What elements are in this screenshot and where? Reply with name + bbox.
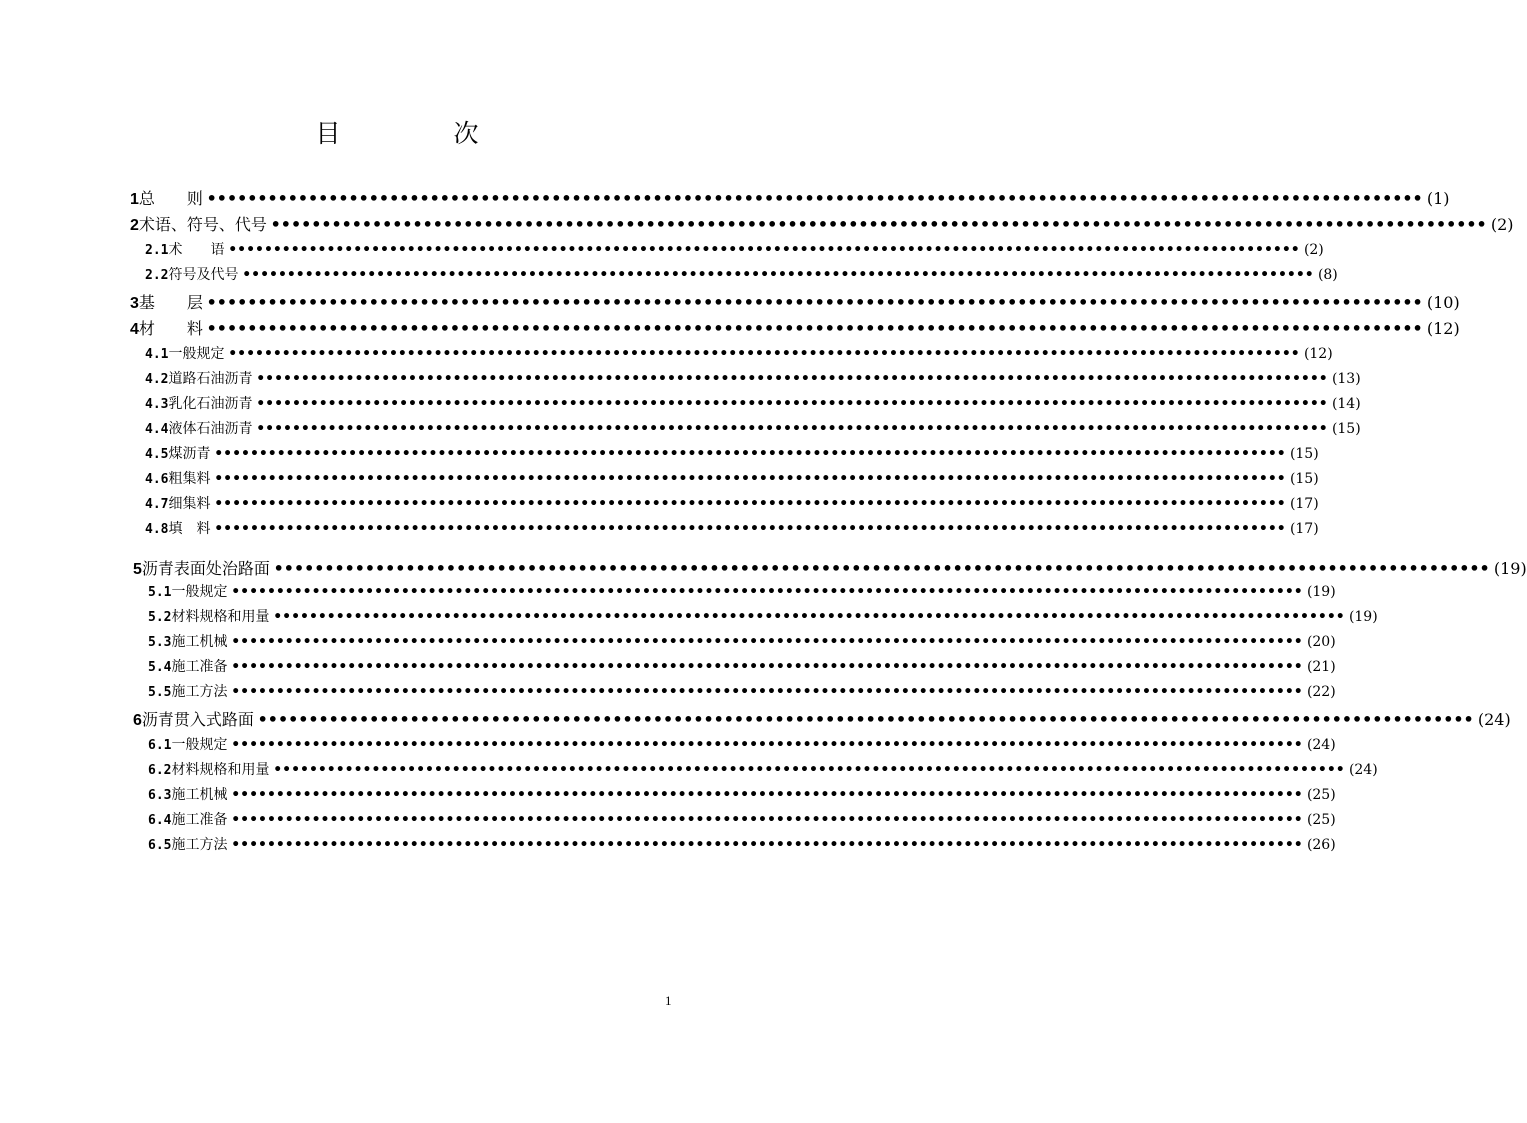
toc-dot-leader: •••••••••••••••••••••••••••••••••••••••••••••••••••••••••••••••••••••••••••••••••••••••••••••••••••••••••••••••••••••••• [206,319,1423,338]
toc-entry [148,809,1336,829]
toc-entry-page: (24) [1306,737,1336,753]
toc-entry-page: (12) [1426,319,1460,338]
toc-entry-number: 4.5 [145,447,169,462]
toc-entry-page: (15) [1331,421,1361,437]
toc-dot-leader: •••••••••••••••••••••••••••••••••••••••••••••••••••••••••••••••••••••••••••••••••••••••••••••••••••••••••••••••••••••••• [206,189,1423,208]
toc-entry-page: (24) [1348,762,1378,778]
toc-entry-number: 2.1 [145,243,169,258]
toc-entry [148,581,1336,601]
toc-entry-page: (17) [1289,521,1319,537]
toc-entry-page: (15) [1289,446,1319,462]
toc-entry-title: 沥青贯入式路面 [141,710,254,729]
toc-entry [130,212,1514,235]
toc-entry-page: (17) [1289,496,1319,512]
toc-entry-number: 4.8 [145,522,169,537]
toc-entry-page: (24) [1477,710,1511,729]
toc-entry-title: 施工方法 [171,684,228,700]
toc-dot-leader: •••••••••••••••••••••••••••••••••••••••••••••••••••••••••••••••••••••••••••••••••••••••••••••••••••••••••••••••••••••••• [231,584,1303,600]
toc-entry-page: (13) [1331,371,1361,387]
toc-dot-leader: •••••••••••••••••••••••••••••••••••••••••••••••••••••••••••••••••••••••••••••••••••••••••••••••••••••••••••••••••••••••• [228,346,1300,362]
toc-entry-title: 沥青表面处治路面 [141,559,270,578]
toc-entry-number: 6.4 [148,813,172,828]
toc-entry-number: 4.3 [145,397,169,412]
toc-entry-number: 4.6 [145,472,169,487]
toc-entry-page: (14) [1331,396,1361,412]
toc-entry-number: 3 [130,295,139,312]
toc-entry-page: (15) [1289,471,1319,487]
toc-entry-title: 总 则 [138,189,203,208]
toc-entry-page: (22) [1306,684,1336,700]
toc-entry [145,468,1319,488]
toc-dot-leader: •••••••••••••••••••••••••••••••••••••••••••••••••••••••••••••••••••••••••••••••••••••••••••••••••••••••••••••••••••••••• [273,609,1345,625]
toc-entry [133,707,1511,730]
toc-entry [145,264,1338,284]
toc-entry [145,239,1324,259]
toc-entry [130,186,1450,209]
toc-entry-number: 5.5 [148,685,172,700]
toc-entry-number: 4.7 [145,497,169,512]
toc-entry-number: 5.4 [148,660,172,675]
toc-entry-number: 5.2 [148,610,172,625]
toc-entry-title: 材料规格和用量 [171,762,270,778]
toc-entry-title: 符号及代号 [168,267,239,283]
toc-dot-leader: •••••••••••••••••••••••••••••••••••••••••••••••••••••••••••••••••••••••••••••••••••••••••••••••••••••••••••••••••••••••• [231,812,1303,828]
toc-entry-page: (21) [1306,659,1336,675]
toc-entry [145,493,1319,513]
toc-dot-leader: •••••••••••••••••••••••••••••••••••••••••••••••••••••••••••••••••••••••••••••••••••••••••••••••••••••••••••••••••••••••• [242,267,1314,283]
toc-dot-leader: •••••••••••••••••••••••••••••••••••••••••••••••••••••••••••••••••••••••••••••••••••••••••••••••••••••••••••••••••••••••• [214,446,1286,462]
toc-entry-number: 6.5 [148,838,172,853]
toc-dot-leader: •••••••••••••••••••••••••••••••••••••••••••••••••••••••••••••••••••••••••••••••••••••••••••••••••••••••••••••••••••••••• [256,396,1328,412]
toc-entry [148,606,1378,626]
toc-entry-number: 1 [130,191,139,208]
toc-entry-number: 5 [133,561,142,578]
toc-entry-page: (19) [1493,559,1527,578]
toc-entry [145,368,1361,388]
toc-entry [145,418,1361,438]
toc-entry-title: 材 料 [138,319,203,338]
toc-entry [145,393,1361,413]
toc-entry-page: (20) [1306,634,1336,650]
toc-entry-number: 4.4 [145,422,169,437]
toc-entry-title: 基 层 [138,293,203,312]
toc-entry-title: 材料规格和用量 [171,609,270,625]
toc-entry [148,681,1336,701]
toc-entry [145,518,1319,538]
toc-dot-leader: •••••••••••••••••••••••••••••••••••••••••••••••••••••••••••••••••••••••••••••••••••••••••••••••••••••••••••••••••••••••• [228,242,1300,258]
toc-dot-leader: •••••••••••••••••••••••••••••••••••••••••••••••••••••••••••••••••••••••••••••••••••••••••••••••••••••••••••••••••••••••• [256,371,1328,387]
toc-entry-page: (19) [1348,609,1378,625]
toc-entry-title: 液体石油沥青 [168,421,253,437]
toc-entry-page: (25) [1306,787,1336,803]
toc-entry-title: 填 料 [168,521,211,537]
toc-entry-number: 6.1 [148,738,172,753]
toc-dot-leader: •••••••••••••••••••••••••••••••••••••••••••••••••••••••••••••••••••••••••••••••••••••••••••••••••••••••••••••••••••••••• [214,521,1286,537]
toc-entry [148,631,1336,651]
toc-entry-number: 2 [130,217,139,234]
toc-entry-number: 4.1 [145,347,169,362]
toc-entry-page: (10) [1426,293,1460,312]
toc-entry [133,556,1527,579]
toc-entry-page: (26) [1306,837,1336,853]
toc-entry-title: 煤沥青 [168,446,211,462]
toc-entry-number: 4.2 [145,372,169,387]
toc-dot-leader: •••••••••••••••••••••••••••••••••••••••••••••••••••••••••••••••••••••••••••••••••••••••••••••••••••••••••••••••••••••••• [231,659,1303,675]
toc-entry-title: 施工方法 [171,837,228,853]
toc-entry-title: 一般规定 [171,584,228,600]
toc-dot-leader: •••••••••••••••••••••••••••••••••••••••••••••••••••••••••••••••••••••••••••••••••••••••••••••••••••••••••••••••••••••••• [231,684,1303,700]
toc-entry [130,290,1460,313]
toc-entry-title: 施工准备 [171,812,228,828]
toc-entry-page: (2) [1490,215,1514,234]
toc-entry-number: 5.1 [148,585,172,600]
toc-dot-leader: •••••••••••••••••••••••••••••••••••••••••••••••••••••••••••••••••••••••••••••••••••••••••••••••••••••••••••••••••••••••• [270,215,1487,234]
toc-dot-leader: •••••••••••••••••••••••••••••••••••••••••••••••••••••••••••••••••••••••••••••••••••••••••••••••••••••••••••••••••••••••• [257,710,1474,729]
toc-entry-title: 一般规定 [168,346,225,362]
toc-entry [148,834,1336,854]
toc-entry-page: (8) [1317,267,1338,283]
toc-entry-title: 术语、符号、代号 [138,215,267,234]
toc-entry [148,784,1336,804]
toc-dot-leader: •••••••••••••••••••••••••••••••••••••••••••••••••••••••••••••••••••••••••••••••••••••••••••••••••••••••••••••••••••••••• [214,471,1286,487]
toc-entry-number: 5.3 [148,635,172,650]
toc-entry-number: 6 [133,712,142,729]
toc-dot-leader: •••••••••••••••••••••••••••••••••••••••••••••••••••••••••••••••••••••••••••••••••••••••••••••••••••••••••••••••••••••••• [231,837,1303,853]
toc-entry [145,343,1333,363]
toc-entry-title: 施工机械 [171,634,228,650]
toc-entry-page: (2) [1303,242,1324,258]
toc-dot-leader: •••••••••••••••••••••••••••••••••••••••••••••••••••••••••••••••••••••••••••••••••••••••••••••••••••••••••••••••••••••••• [231,634,1303,650]
toc-dot-leader: •••••••••••••••••••••••••••••••••••••••••••••••••••••••••••••••••••••••••••••••••••••••••••••••••••••••••••••••••••••••• [256,421,1328,437]
toc-dot-leader: •••••••••••••••••••••••••••••••••••••••••••••••••••••••••••••••••••••••••••••••••••••••••••••••••••••••••••••••••••••••• [231,787,1303,803]
toc-entry-title: 乳化石油沥青 [168,396,253,412]
toc-entry-number: 2.2 [145,268,169,283]
toc-entry-page: (25) [1306,812,1336,828]
toc-entry-title: 一般规定 [171,737,228,753]
toc-entry-title: 粗集料 [168,471,211,487]
toc-entry-page: (12) [1303,346,1333,362]
toc-entry-title: 施工机械 [171,787,228,803]
toc-dot-leader: •••••••••••••••••••••••••••••••••••••••••••••••••••••••••••••••••••••••••••••••••••••••••••••••••••••••••••••••••••••••• [273,559,1490,578]
toc-entry-title: 道路石油沥青 [168,371,253,387]
toc-entry [148,734,1336,754]
toc-entry-number: 6.2 [148,763,172,778]
toc-dot-leader: •••••••••••••••••••••••••••••••••••••••••••••••••••••••••••••••••••••••••••••••••••••••••••••••••••••••••••••••••••••••• [206,293,1423,312]
page-number: 1 [665,993,672,1008]
toc-entry [148,759,1378,779]
toc-entry-title: 施工准备 [171,659,228,675]
toc-entry [145,443,1319,463]
page-title: 目 次 [315,119,523,148]
toc-dot-leader: •••••••••••••••••••••••••••••••••••••••••••••••••••••••••••••••••••••••••••••••••••••••••••••••••••••••••••••••••••••••• [273,762,1345,778]
toc-entry [148,656,1336,676]
toc-entry-title: 细集料 [168,496,211,512]
toc-entry-title: 术 语 [168,242,225,258]
toc-dot-leader: •••••••••••••••••••••••••••••••••••••••••••••••••••••••••••••••••••••••••••••••••••••••••••••••••••••••••••••••••••••••• [214,496,1286,512]
toc-entry-page: (19) [1306,584,1336,600]
toc-entry [130,316,1460,339]
toc-entry-number: 4 [130,321,139,338]
toc-entry-number: 6.3 [148,788,172,803]
toc-dot-leader: •••••••••••••••••••••••••••••••••••••••••••••••••••••••••••••••••••••••••••••••••••••••••••••••••••••••••••••••••••••••• [231,737,1303,753]
toc-entry-page: (1) [1426,189,1450,208]
